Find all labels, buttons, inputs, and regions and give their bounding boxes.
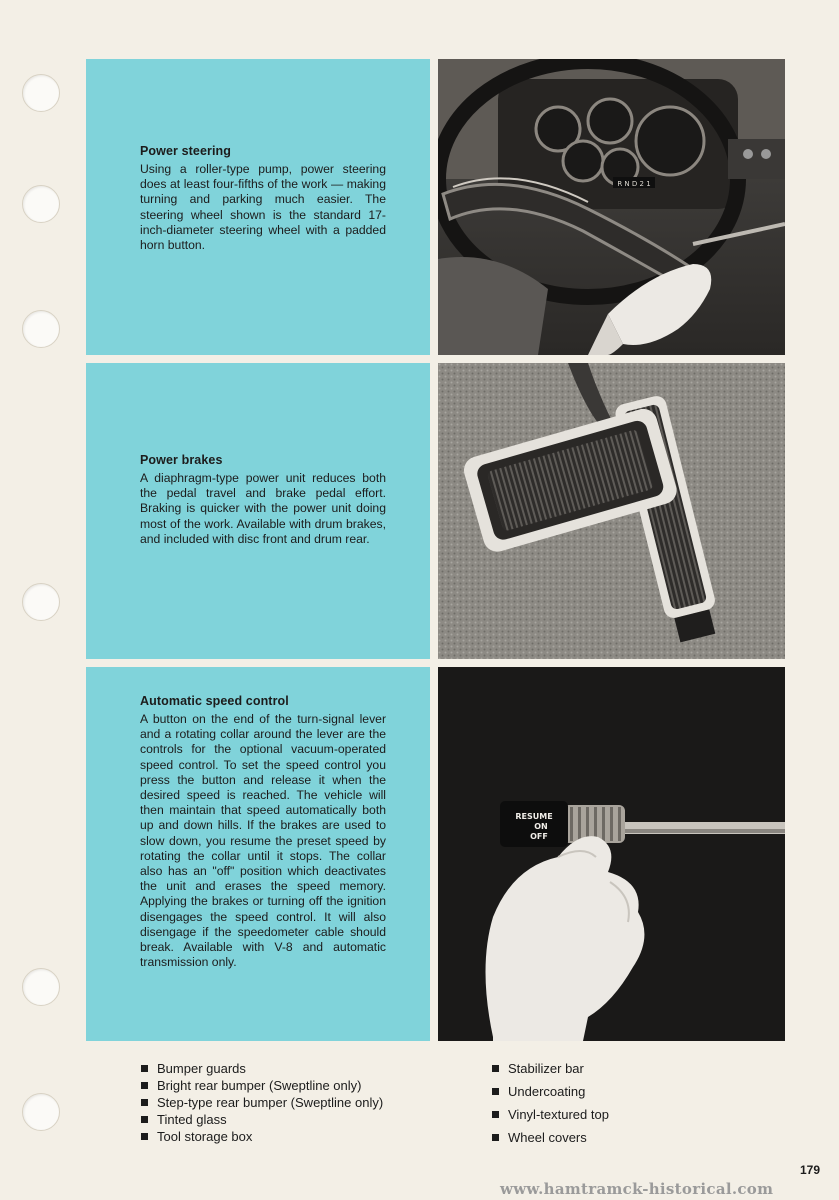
binder-hole (22, 310, 60, 348)
watermark-url: www.hamtramck-historical.com (500, 1180, 774, 1198)
features-list-left (141, 1060, 383, 1145)
binder-hole (22, 1093, 60, 1131)
list-item: Step-type rear bumper (Sweptline only) (141, 1094, 383, 1111)
section-body: Using a roller-type pump, power steering does at least four-fifths of the work — making turning and parking much easier. The steering wheel shown is the standard 17-inch-diameter steering wheel with a padded horn button. (140, 162, 386, 253)
page-number: 179 (800, 1163, 821, 1177)
power-steering-panel (86, 59, 430, 355)
steering-wheel-photo (438, 59, 785, 355)
bullet-icon (141, 1116, 148, 1123)
section-title: Power steering (140, 144, 232, 158)
bullet-icon (141, 1082, 148, 1089)
list-item: Bright rear bumper (Sweptline only) (141, 1077, 383, 1094)
section-title: Power brakes (140, 453, 223, 467)
bullet-icon (141, 1065, 148, 1072)
bullet-icon (141, 1133, 148, 1140)
speed-control-panel (86, 667, 430, 1041)
binder-hole (22, 185, 60, 223)
bullet-icon (492, 1065, 499, 1072)
section-body: A diaphragm-type power unit reduces both the pedal travel and brake pedal effort. Braking is quicker with the power unit doing most of the work. Available with drum brakes, and included with disc front and drum rear. (140, 471, 386, 546)
list-item: Bumper guards (141, 1060, 383, 1077)
off-label: OFF (530, 832, 548, 841)
list-item: Wheel covers (492, 1129, 609, 1152)
list-item: Tool storage box (141, 1128, 383, 1145)
binder-hole (22, 968, 60, 1006)
binder-hole (22, 583, 60, 621)
features-list-right (492, 1060, 609, 1152)
bullet-icon (492, 1134, 499, 1141)
list-item: Tinted glass (141, 1111, 383, 1128)
section-body: A button on the end of the turn-signal lever and a rotating collar around the lever are the controls for the optional vacuum-operated speed control. To set the speed control you press the button and release it when the desired speed is reached. The vehicle will then maintain that speed automatically both up and down hills. If the brakes are used to slow down, you resume the preset speed by rotating the collar until it stops. The collar also has an "off" position which deactivates the unit and erases the speed memory. Applying the brakes or turning off the ignition disengages the speed control. It will also disengage if the speedometer cable should break. Available with V-8 and automatic transmission only. (140, 712, 386, 970)
bullet-icon (492, 1111, 499, 1118)
binder-hole (22, 74, 60, 112)
resume-label: RESUME (515, 812, 553, 821)
on-label: ON (534, 822, 548, 831)
gear-selector-label: R N D 2 1 (617, 180, 651, 188)
list-item: Undercoating (492, 1083, 609, 1106)
list-item: Stabilizer bar (492, 1060, 609, 1083)
bullet-icon (492, 1088, 499, 1095)
bullet-icon (141, 1099, 148, 1106)
list-item: Vinyl-textured top (492, 1106, 609, 1129)
power-brakes-panel (86, 363, 430, 659)
section-title: Automatic speed control (140, 694, 289, 708)
brake-pedal-photo (438, 363, 785, 659)
speed-control-lever-photo (438, 667, 785, 1041)
